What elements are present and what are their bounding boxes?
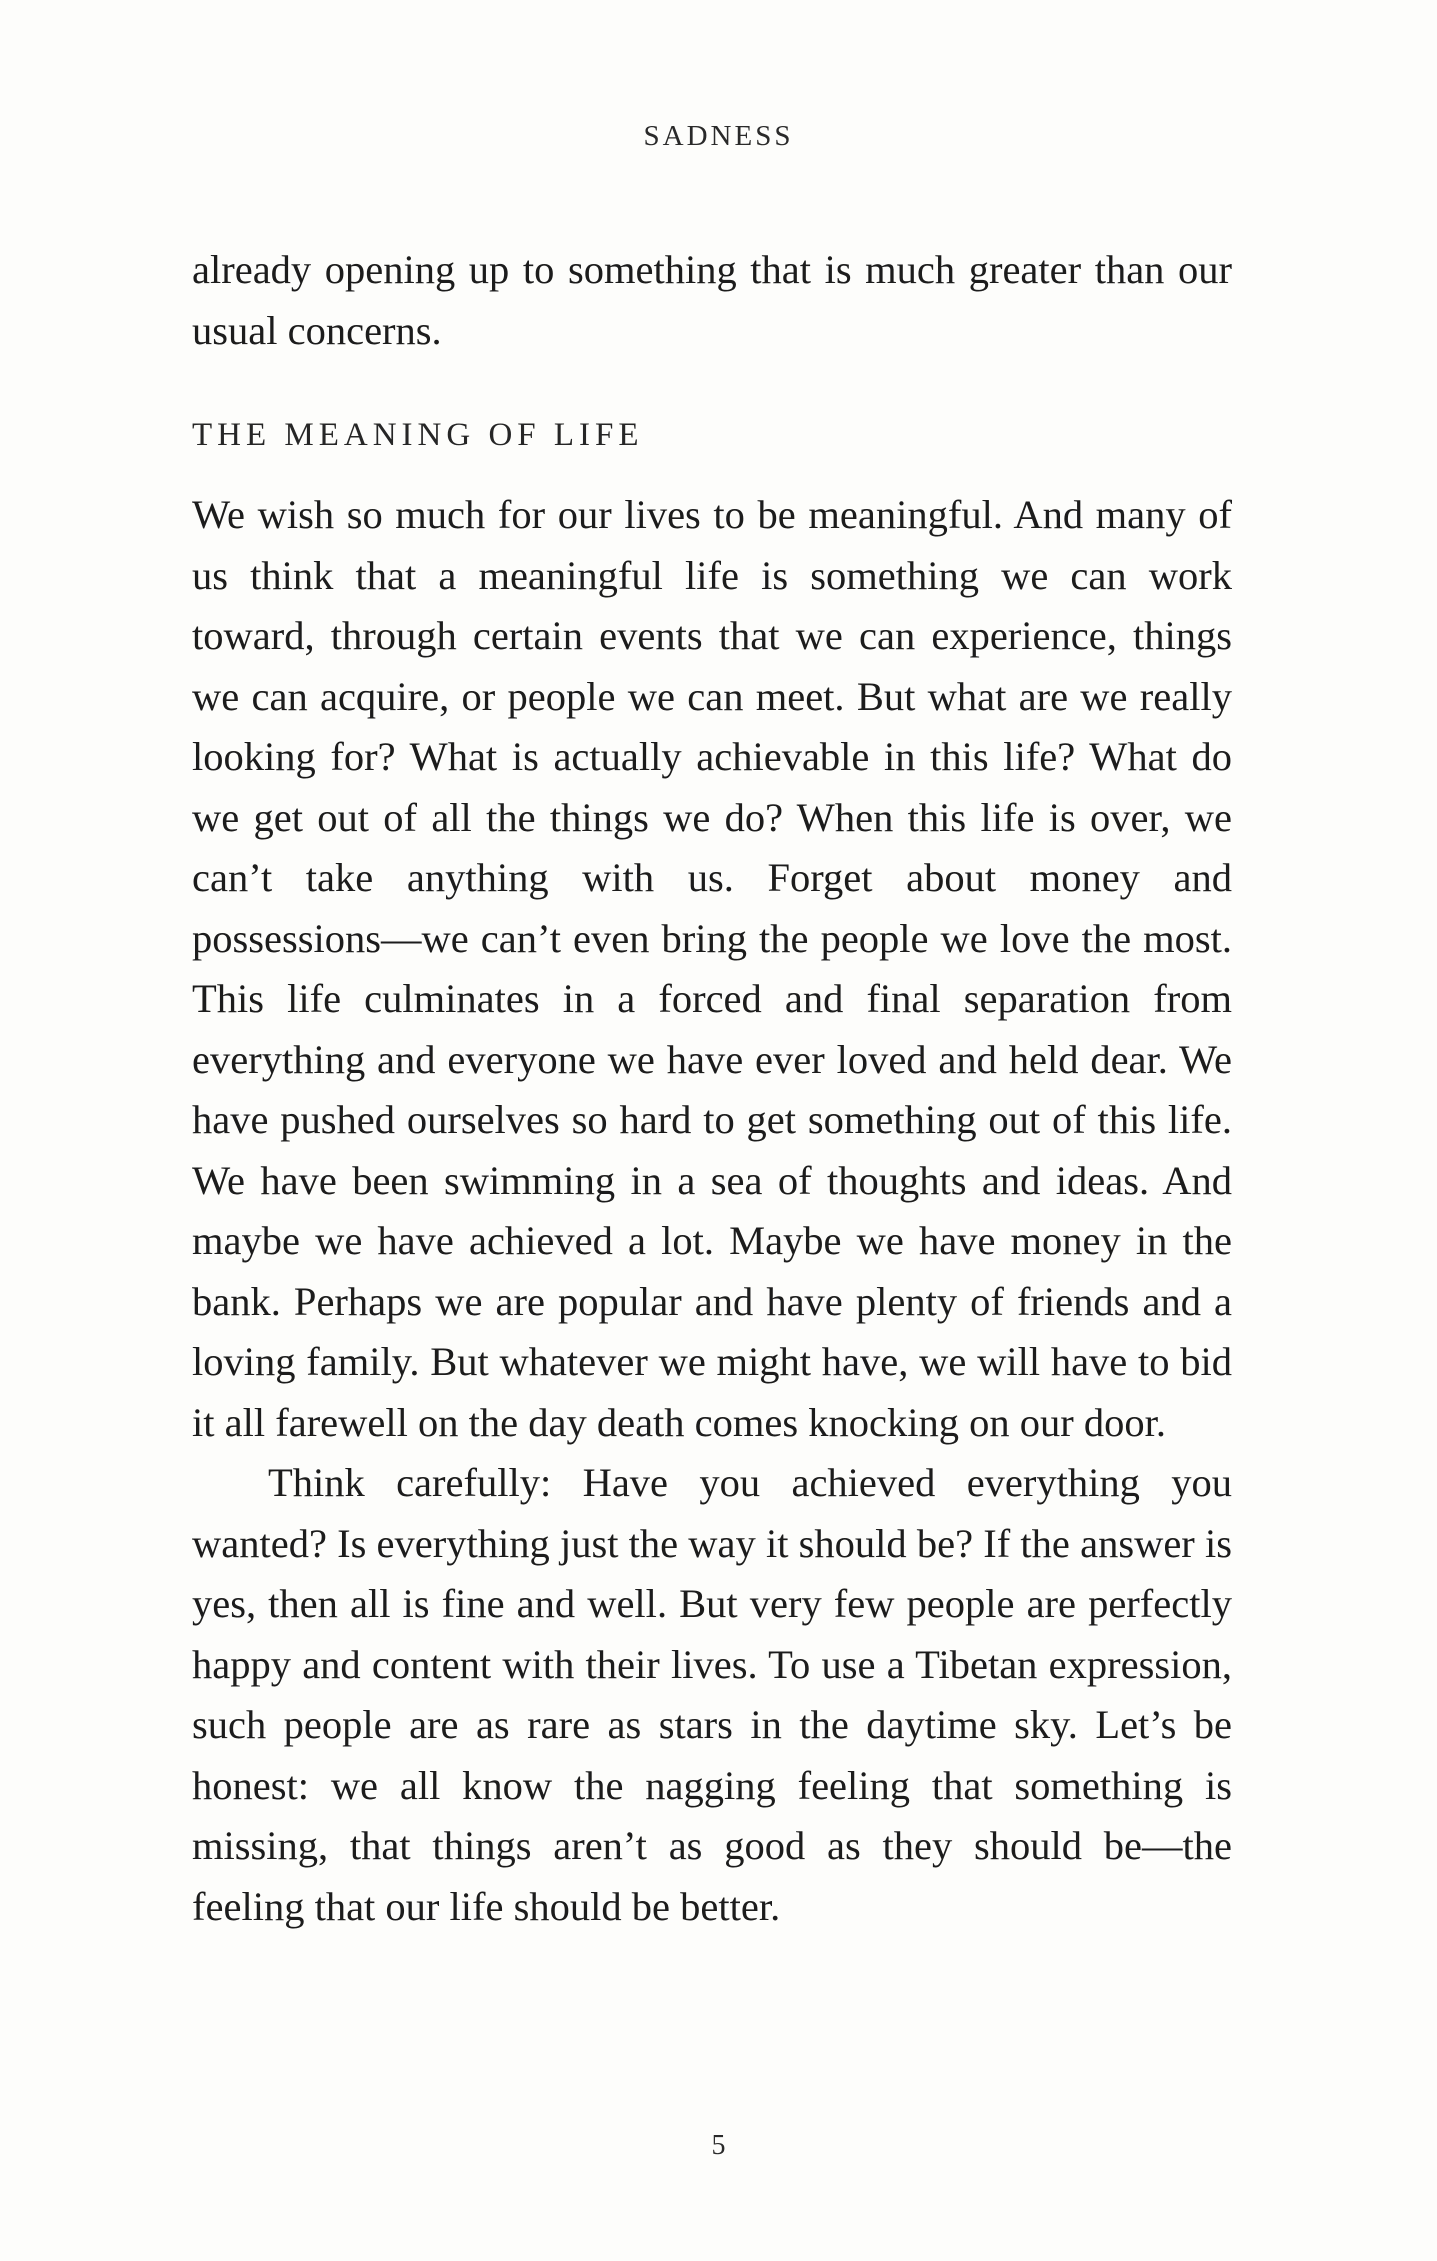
paragraph-2: Think carefully: Have you achieved everything you wanted? Is everything just the way it should be? If the answer is yes, then all is fine and well. But very few people are perfectly happy and content with their lives. To use a Tibetan expression, such people are as rare as stars in the daytime sky. Let’s be honest: we all know the nagging feeling that something is missing, that things aren’t as good as they should be—the feeling that our life should be better. — [192, 1460, 1232, 1929]
page-number: 5 — [711, 2130, 726, 2161]
body-text — [192, 240, 1232, 1937]
paragraph-1: We wish so much for our lives to be meaningful. And many of us think that a meaningful life is something we can work toward, through certain events that we can experience, things we can acquire, or people we can meet. But what are we really looking for? What is actually achievable in this life? What do we get out of all the things we do? When this life is over, we can’t take anything with us. Forget about money and possessions—we can’t even bring the people we love the most. This life culminates in a forced and final separation from everything and everyone we have ever loved and held dear. We have pushed ourselves so hard to get something out of this life. We have been swimming in a sea of thoughts and ideas. And maybe we have achieved a lot. Maybe we have money in the bank. Perhaps we are popular and have plenty of friends and a loving family. But whatever we might have, we will have to bid it all farewell on the day death comes knocking on our door. — [192, 492, 1232, 1445]
section-heading: THE MEANING OF LIFE — [192, 417, 644, 453]
running-head: SADNESS — [643, 120, 794, 152]
continuation-paragraph: already opening up to something that is much greater than our usual concerns. — [192, 247, 1232, 353]
